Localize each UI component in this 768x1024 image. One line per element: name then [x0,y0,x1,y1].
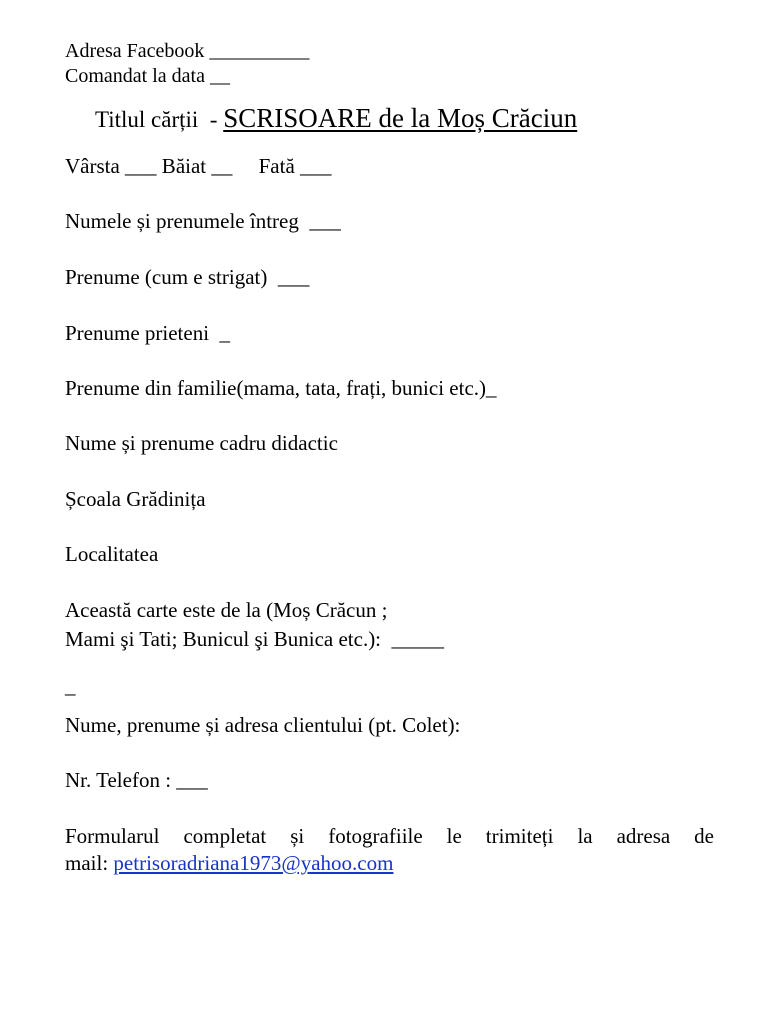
client-address-line: Nume, prenume și adresa clientului (pt. Colet): [65,713,461,737]
phone-line: Nr. Telefon : ___ [65,768,208,792]
mail-line [65,850,393,876]
nickname-line: Prenume (cum e strigat) ___ [65,265,310,289]
age-gender-line: Vârsta ___ Băiat __ Fată ___ [65,154,332,178]
book-from-line-2: Mami şi Tati; Bunicul şi Bunica etc.): _____ [65,627,445,651]
facebook-address-line: Adresa Facebook __________ [65,40,310,62]
book-title-line [95,101,577,137]
book-from-line-1: Această carte este de la (Moș Crăcun ; [65,598,388,622]
locality-line: Localitatea [65,542,159,566]
friends-names-line: Prenume prieteni _ [65,321,231,345]
email-link[interactable]: petrisoradriana1973@yahoo.com [113,851,394,875]
instructions-text: Formularul completat și fotografiile le trimiteți la adresa de [65,824,714,848]
school-line: Școala Grădinița [65,487,206,511]
order-date-line: Comandat la data __ [65,65,230,87]
book-title-label: Titlul cărții - [95,107,224,132]
full-name-line: Numele și prenumele întreg ___ [65,209,341,233]
family-names-line: Prenume din familie(mama, tata, frați, bunici etc.)_ [65,376,497,400]
mail-label: mail: [65,851,114,875]
teacher-name-line: Nume și prenume cadru didactic [65,431,338,455]
book-title: SCRISOARE de la Moș Crăciun [223,103,578,133]
book-from-line-3: _ [65,674,76,698]
